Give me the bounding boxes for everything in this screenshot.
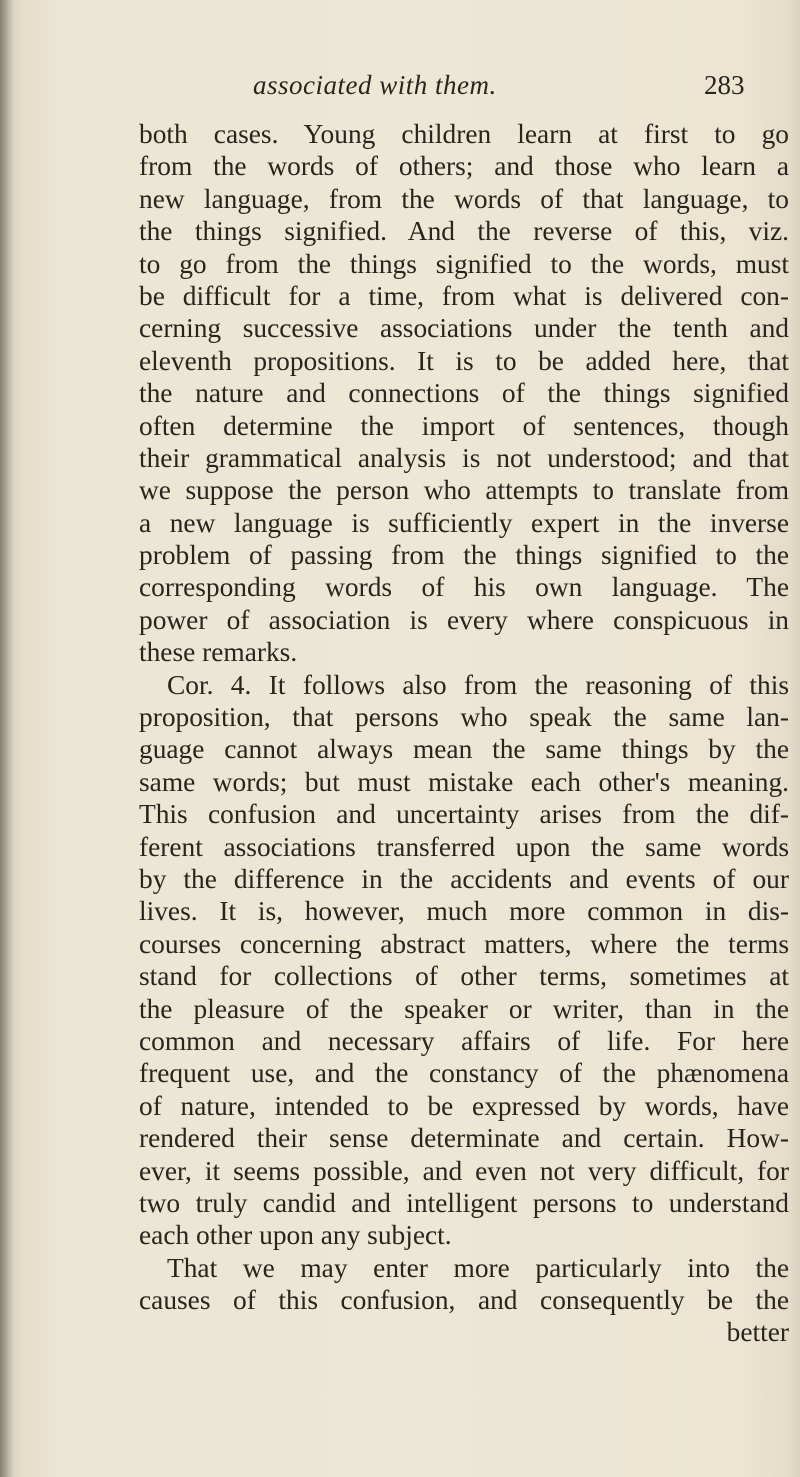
text-line: a new language is sufficiently expert in the inverse bbox=[139, 507, 789, 538]
text-line: courses concerning abstract matters, where the terms bbox=[139, 928, 789, 959]
text-line: eleventh propositions. It is to be added here, that bbox=[139, 345, 789, 376]
corollary-line: Cor. 4. It follows also from the reasoning of this bbox=[167, 669, 789, 700]
text-line: often determine the import of sentences, though bbox=[139, 410, 789, 441]
binding-shadow bbox=[0, 0, 14, 1477]
text-line: proposition, that persons who speak the same lan- bbox=[139, 702, 789, 733]
running-head: associated with them. bbox=[253, 70, 497, 100]
text-line: stand for collections of other terms, sometimes at bbox=[139, 961, 789, 992]
page-header bbox=[0, 70, 800, 110]
text-line: ferent associations transferred upon the same words bbox=[139, 831, 789, 862]
page-number: 283 bbox=[704, 70, 745, 100]
text-line: problem of passing from the things signified to the bbox=[139, 540, 789, 571]
text-line: these remarks. bbox=[139, 637, 298, 668]
text-line: rendered their sense determinate and certain. How- bbox=[139, 1123, 789, 1154]
text-line: both cases. Young children learn at first to go bbox=[139, 119, 789, 149]
text-line: each other upon any subject. bbox=[139, 1220, 452, 1251]
body-text bbox=[139, 118, 789, 1349]
catchword: better bbox=[726, 1317, 789, 1348]
text-line: to go from the things signified to the words, must bbox=[139, 248, 789, 279]
text-line: same words; but must mistake each other's meaning. bbox=[139, 766, 789, 797]
text-line: common and necessary affairs of life. For here bbox=[139, 1025, 789, 1056]
text-line: two truly candid and intelligent persons to understand bbox=[139, 1187, 789, 1218]
text-line: causes of this confusion, and consequently be the bbox=[139, 1285, 789, 1316]
paragraph-start-line: That we may enter more particularly into the bbox=[167, 1252, 789, 1283]
text-line: guage cannot always mean the same things by the bbox=[139, 734, 789, 765]
text-line: This confusion and uncertainty arises from the dif- bbox=[139, 799, 789, 830]
text-line: by the difference in the accidents and events of our bbox=[139, 863, 789, 894]
text-line: ever, it seems possible, and even not very difficult, for bbox=[139, 1155, 789, 1186]
text-line: their grammatical analysis is not understood; and that bbox=[139, 442, 789, 473]
text-line: power of association is every where conspicuous in bbox=[139, 604, 789, 635]
text-line: of nature, intended to be expressed by words, have bbox=[139, 1090, 789, 1121]
text-line: lives. It is, however, much more common in dis- bbox=[139, 896, 789, 927]
text-line: frequent use, and the constancy of the phænomena bbox=[139, 1058, 789, 1089]
text-line: new language, from the words of that language, to bbox=[139, 183, 789, 214]
text-line: from the words of others; and those who learn a bbox=[139, 151, 789, 182]
text-line: the pleasure of the speaker or writer, than in the bbox=[139, 993, 789, 1024]
text-line: cerning successive associations under the tenth and bbox=[139, 313, 789, 344]
text-line: we suppose the person who attempts to translate from bbox=[139, 475, 789, 506]
text-line: corresponding words of his own language. The bbox=[139, 572, 789, 603]
text-line: be difficult for a time, from what is delivered con- bbox=[139, 280, 789, 311]
text-line: the things signified. And the reverse of this, viz. bbox=[139, 216, 789, 247]
text-line: the nature and connections of the things signified bbox=[139, 378, 789, 409]
